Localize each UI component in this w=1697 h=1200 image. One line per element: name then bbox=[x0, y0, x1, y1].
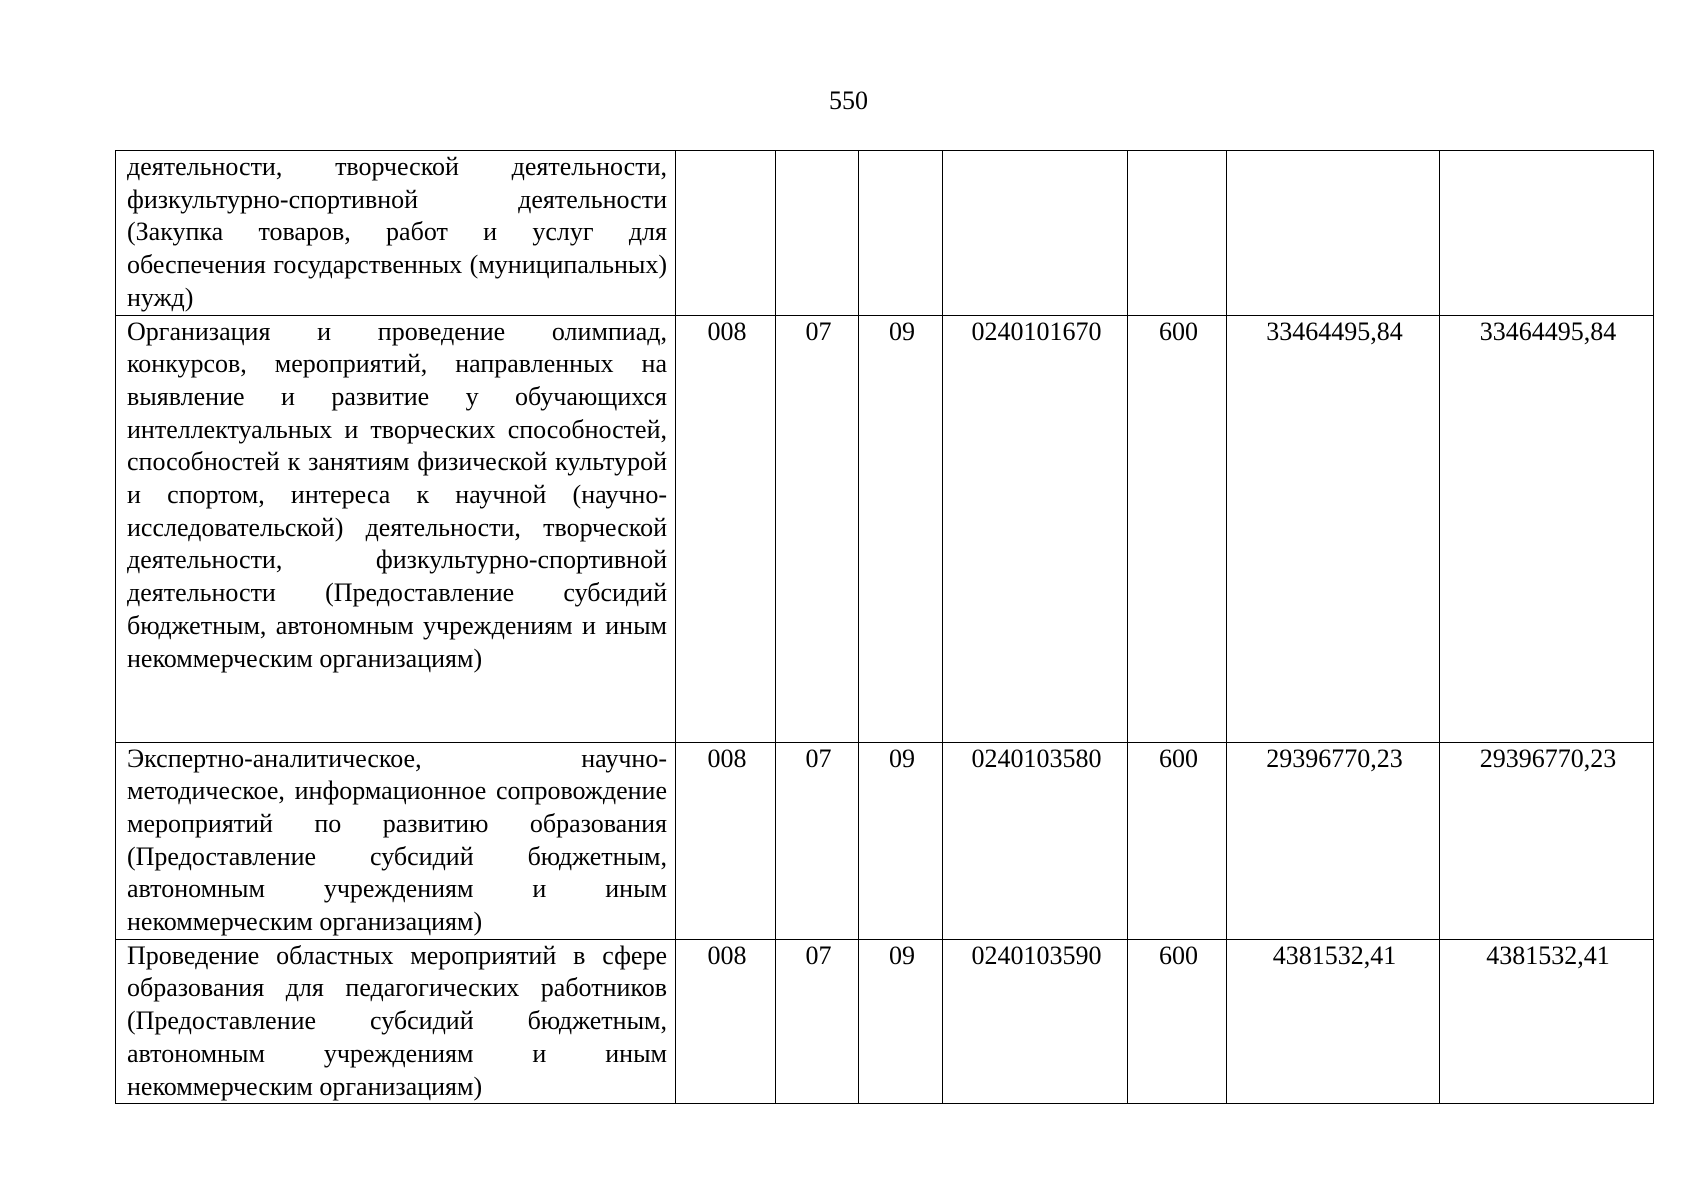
target-article-cell bbox=[943, 151, 1128, 316]
subsection-cell: 09 bbox=[859, 742, 943, 939]
expense-type-cell: 600 bbox=[1128, 939, 1227, 1104]
subsection-cell bbox=[859, 151, 943, 316]
budget-table bbox=[115, 150, 1654, 1104]
target-article-cell: 0240103590 bbox=[943, 939, 1128, 1104]
target-article-cell: 0240101670 bbox=[943, 315, 1128, 742]
expense-type-cell: 600 bbox=[1128, 315, 1227, 742]
section-cell: 07 bbox=[776, 315, 859, 742]
expense-type-cell: 600 bbox=[1128, 742, 1227, 939]
table-row bbox=[116, 151, 1654, 316]
grbs-cell bbox=[676, 151, 776, 316]
amount-cell-1: 4381532,41 bbox=[1227, 939, 1440, 1104]
grbs-cell: 008 bbox=[676, 939, 776, 1104]
amount-cell-2 bbox=[1440, 151, 1654, 316]
amount-cell-2: 29396770,23 bbox=[1440, 742, 1654, 939]
expense-type-cell bbox=[1128, 151, 1227, 316]
description-cell: Экспертно-аналитическое, научно-методическое, информационное сопровождение мероприятий по развитию образования (Предоставление субсидий бюджетным, автономным учреждениям и иным некоммерческим организациям) bbox=[116, 742, 676, 939]
amount-cell-1: 29396770,23 bbox=[1227, 742, 1440, 939]
section-cell bbox=[776, 151, 859, 316]
amount-cell-1: 33464495,84 bbox=[1227, 315, 1440, 742]
section-cell: 07 bbox=[776, 742, 859, 939]
description-cell: Организация и проведение олимпиад, конкурсов, мероприятий, направленных на выявление и развитие у обучающихся интеллектуальных и творческих способностей, способностей к занятиям физической культурой и спортом, интереса к научной (научно-исследовательской) деятельности, творческой деятельности, физкультурно-спортивной деятельности (Предоставление субсидий бюджетным, автономным учреждениям и иным некоммерческим организациям) bbox=[116, 315, 676, 742]
amount-cell-1 bbox=[1227, 151, 1440, 316]
section-cell: 07 bbox=[776, 939, 859, 1104]
description-cell: Проведение областных мероприятий в сфере образования для педагогических работников (Предоставление субсидий бюджетным, автономным учреждениям и иным некоммерческим организациям) bbox=[116, 939, 676, 1104]
grbs-cell: 008 bbox=[676, 742, 776, 939]
description-cell: деятельности, творческой деятельности, физкультурно-спортивной деятельности (Закупка товаров, работ и услуг для обеспечения государственных (муниципальных) нужд) bbox=[116, 151, 676, 316]
grbs-cell: 008 bbox=[676, 315, 776, 742]
amount-cell-2: 4381532,41 bbox=[1440, 939, 1654, 1104]
table-row bbox=[116, 742, 1654, 939]
table-row bbox=[116, 939, 1654, 1104]
subsection-cell: 09 bbox=[859, 315, 943, 742]
page-number: 550 bbox=[829, 86, 868, 115]
subsection-cell: 09 bbox=[859, 939, 943, 1104]
table-row bbox=[116, 315, 1654, 742]
amount-cell-2: 33464495,84 bbox=[1440, 315, 1654, 742]
target-article-cell: 0240103580 bbox=[943, 742, 1128, 939]
